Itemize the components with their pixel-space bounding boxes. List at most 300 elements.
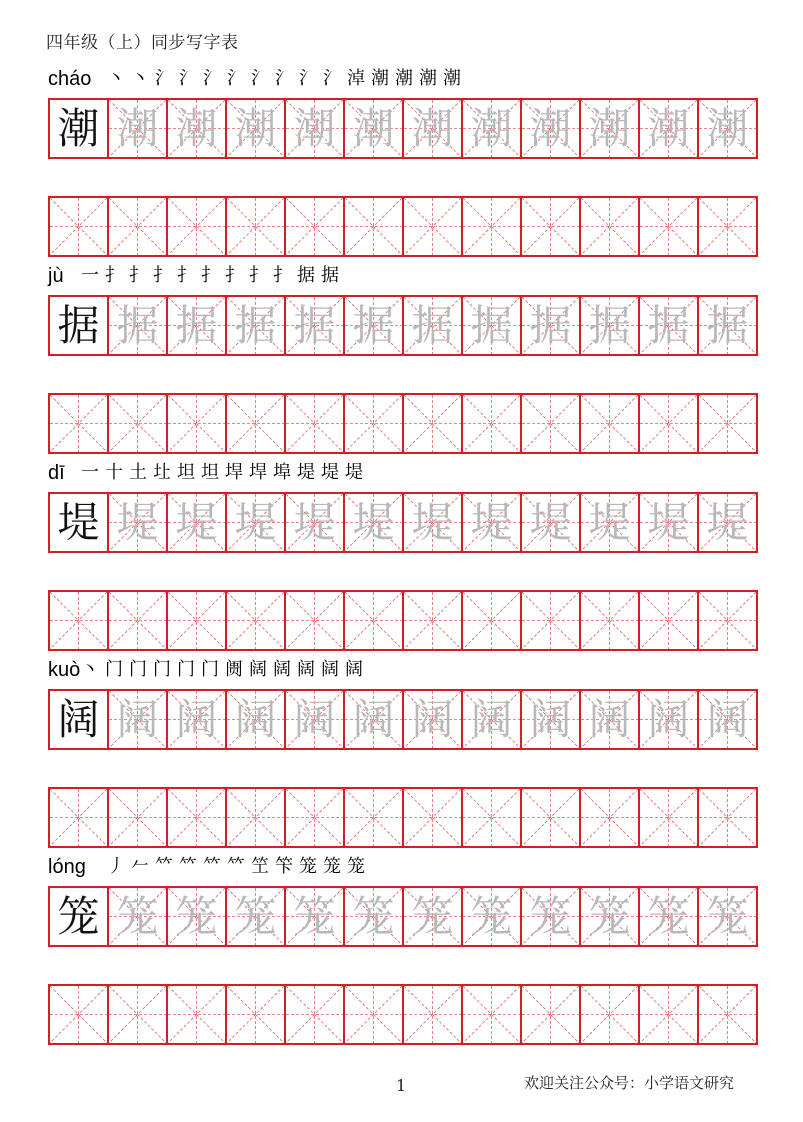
practice-cell[interactable] xyxy=(345,590,404,651)
practice-cell[interactable] xyxy=(581,590,640,651)
stroke-step: 据 xyxy=(297,265,315,286)
practice-cell[interactable] xyxy=(109,393,168,454)
trace-character: 阔 xyxy=(411,694,454,744)
stroke-step: 门 xyxy=(153,659,171,680)
stroke-step: 垾 xyxy=(249,462,267,483)
trace-character-cell[interactable] xyxy=(168,98,227,159)
cell-guide-lines xyxy=(463,592,520,649)
trace-character-cell[interactable] xyxy=(109,492,168,553)
practice-cell[interactable] xyxy=(286,984,345,1045)
practice-cell[interactable] xyxy=(227,393,286,454)
trace-character: 堤 xyxy=(706,497,749,547)
practice-cell[interactable] xyxy=(227,787,286,848)
practice-cell[interactable] xyxy=(699,393,758,454)
trace-character: 潮 xyxy=(175,103,218,153)
stroke-step: 氵 xyxy=(179,68,197,89)
practice-cell[interactable] xyxy=(640,196,699,257)
trace-character: 堤 xyxy=(116,497,159,547)
trace-character-cell[interactable] xyxy=(345,886,404,947)
practice-cell[interactable] xyxy=(286,590,345,651)
trace-character: 阔 xyxy=(352,694,395,744)
cell-guide-lines xyxy=(699,198,756,255)
character-entry xyxy=(0,657,803,847)
trace-character: 据 xyxy=(234,300,277,350)
trace-character: 堤 xyxy=(293,497,336,547)
trace-character: 潮 xyxy=(116,103,159,153)
practice-cell[interactable] xyxy=(699,984,758,1045)
trace-character-cell[interactable] xyxy=(581,886,640,947)
cell-guide-lines xyxy=(50,395,107,452)
model-character-cell xyxy=(50,886,109,947)
stroke-step: 阔 xyxy=(273,659,291,680)
cell-guide-lines xyxy=(581,198,638,255)
trace-character: 堤 xyxy=(470,497,513,547)
trace-character-cell[interactable] xyxy=(345,492,404,553)
cell-guide-lines xyxy=(109,198,166,255)
practice-cell[interactable] xyxy=(168,984,227,1045)
stroke-step: 扌 xyxy=(249,265,267,286)
trace-character-cell[interactable] xyxy=(109,886,168,947)
trace-character-cell[interactable] xyxy=(168,492,227,553)
trace-character-cell[interactable] xyxy=(640,886,699,947)
cell-guide-lines xyxy=(286,198,343,255)
trace-character: 据 xyxy=(116,300,159,350)
practice-row xyxy=(48,590,758,651)
trace-character-cell[interactable] xyxy=(699,492,758,553)
practice-cell[interactable] xyxy=(286,393,345,454)
practice-row xyxy=(48,196,758,257)
trace-character-cell[interactable] xyxy=(640,295,699,356)
practice-cell[interactable] xyxy=(50,393,109,454)
cell-guide-lines xyxy=(345,986,402,1043)
cell-guide-lines xyxy=(345,395,402,452)
stroke-step: 阔 xyxy=(321,659,339,680)
pinyin-label: jù xyxy=(48,265,64,287)
cell-guide-lines xyxy=(522,395,579,452)
trace-character: 潮 xyxy=(411,103,454,153)
stroke-step: 氵 xyxy=(227,68,245,89)
cell-guide-lines xyxy=(168,198,225,255)
practice-cell[interactable] xyxy=(50,787,109,848)
practice-row xyxy=(48,787,758,848)
practice-cell[interactable] xyxy=(50,590,109,651)
cell-guide-lines xyxy=(50,986,107,1043)
stroke-step: 笼 xyxy=(299,856,317,877)
practice-cell[interactable] xyxy=(168,196,227,257)
trace-character: 笼 xyxy=(116,891,159,941)
stroke-step: 氵 xyxy=(251,68,269,89)
cell-guide-lines xyxy=(640,789,697,846)
trace-character: 潮 xyxy=(529,103,572,153)
practice-cell[interactable] xyxy=(522,393,581,454)
trace-character-cell[interactable] xyxy=(699,689,758,750)
trace-character: 据 xyxy=(529,300,572,350)
model-character-cell xyxy=(50,689,109,750)
trace-character-cell[interactable] xyxy=(227,689,286,750)
practice-cell[interactable] xyxy=(227,984,286,1045)
page-number: 1 xyxy=(396,1076,407,1095)
practice-cell[interactable] xyxy=(345,787,404,848)
trace-character-cell[interactable] xyxy=(404,295,463,356)
trace-character-cell[interactable] xyxy=(581,98,640,159)
cell-guide-lines xyxy=(109,592,166,649)
trace-character: 堤 xyxy=(588,497,631,547)
cell-guide-lines xyxy=(286,395,343,452)
trace-character-cell[interactable] xyxy=(168,689,227,750)
trace-character-cell[interactable] xyxy=(404,98,463,159)
trace-character: 潮 xyxy=(293,103,336,153)
cell-guide-lines xyxy=(463,395,520,452)
model-character: 阔 xyxy=(57,694,100,744)
trace-character: 据 xyxy=(706,300,749,350)
stroke-step: 一 xyxy=(81,265,99,286)
trace-character: 潮 xyxy=(647,103,690,153)
cell-guide-lines xyxy=(168,592,225,649)
model-character: 潮 xyxy=(57,103,100,153)
stroke-step: 𥫗 xyxy=(155,856,173,877)
trace-character-cell[interactable] xyxy=(286,295,345,356)
stroke-step: 扌 xyxy=(225,265,243,286)
cell-guide-lines xyxy=(581,986,638,1043)
trace-character: 据 xyxy=(470,300,513,350)
model-character: 笼 xyxy=(57,891,100,941)
cell-guide-lines xyxy=(463,789,520,846)
stroke-step: 笼 xyxy=(323,856,341,877)
trace-character: 潮 xyxy=(588,103,631,153)
trace-character: 潮 xyxy=(470,103,513,153)
trace-character-cell[interactable] xyxy=(463,492,522,553)
trace-character: 堤 xyxy=(411,497,454,547)
trace-character-cell[interactable] xyxy=(286,98,345,159)
stroke-step: 笁 xyxy=(251,856,269,877)
stroke-order-sequence xyxy=(104,854,368,880)
stroke-step: 氵 xyxy=(203,68,221,89)
cell-guide-lines xyxy=(463,198,520,255)
practice-cell[interactable] xyxy=(581,393,640,454)
stroke-step: 潮 xyxy=(443,68,461,89)
tracing-row xyxy=(48,492,758,553)
trace-character-cell[interactable] xyxy=(463,98,522,159)
practice-cell[interactable] xyxy=(404,196,463,257)
trace-character-cell[interactable] xyxy=(286,886,345,947)
trace-character-cell[interactable] xyxy=(286,492,345,553)
trace-character: 笼 xyxy=(234,891,277,941)
stroke-step: 淖 xyxy=(347,68,365,89)
trace-character-cell[interactable] xyxy=(640,98,699,159)
trace-character-cell[interactable] xyxy=(286,689,345,750)
cell-guide-lines xyxy=(50,198,107,255)
stroke-step: 坦 xyxy=(201,462,219,483)
trace-character-cell[interactable] xyxy=(168,886,227,947)
practice-cell[interactable] xyxy=(404,787,463,848)
stroke-step: 丿 xyxy=(107,856,125,877)
trace-character-cell[interactable] xyxy=(109,689,168,750)
stroke-step: 一 xyxy=(81,462,99,483)
trace-character: 阔 xyxy=(647,694,690,744)
trace-character: 据 xyxy=(352,300,395,350)
practice-cell[interactable] xyxy=(345,984,404,1045)
practice-cell[interactable] xyxy=(522,196,581,257)
stroke-step: 圵 xyxy=(153,462,171,483)
trace-character-cell[interactable] xyxy=(345,295,404,356)
stroke-step: 据 xyxy=(321,265,339,286)
cell-guide-lines xyxy=(109,395,166,452)
practice-cell[interactable] xyxy=(404,393,463,454)
trace-character: 阔 xyxy=(234,694,277,744)
cell-guide-lines xyxy=(345,592,402,649)
practice-cell[interactable] xyxy=(522,984,581,1045)
practice-cell[interactable] xyxy=(109,787,168,848)
practice-cell[interactable] xyxy=(640,393,699,454)
cell-guide-lines xyxy=(404,395,461,452)
stroke-step: 门 xyxy=(105,659,123,680)
model-character-cell xyxy=(50,295,109,356)
stroke-step: 扌 xyxy=(129,265,147,286)
practice-cell[interactable] xyxy=(699,196,758,257)
cell-guide-lines xyxy=(699,592,756,649)
cell-guide-lines xyxy=(345,789,402,846)
practice-cell[interactable] xyxy=(640,787,699,848)
trace-character: 据 xyxy=(175,300,218,350)
trace-character-cell[interactable] xyxy=(522,886,581,947)
practice-cell[interactable] xyxy=(463,787,522,848)
cell-guide-lines xyxy=(404,592,461,649)
trace-character: 据 xyxy=(411,300,454,350)
cell-guide-lines xyxy=(699,395,756,452)
cell-guide-lines xyxy=(227,592,284,649)
trace-character-cell[interactable] xyxy=(522,689,581,750)
stroke-step: 土 xyxy=(129,462,147,483)
trace-character: 阔 xyxy=(529,694,572,744)
pinyin-label: dī xyxy=(48,462,65,484)
practice-cell[interactable] xyxy=(640,984,699,1045)
cell-guide-lines xyxy=(640,395,697,452)
practice-cell[interactable] xyxy=(50,984,109,1045)
trace-character: 据 xyxy=(588,300,631,350)
practice-cell[interactable] xyxy=(522,590,581,651)
trace-character-cell[interactable] xyxy=(227,886,286,947)
stroke-step: 堤 xyxy=(345,462,363,483)
trace-character-cell[interactable] xyxy=(581,295,640,356)
practice-cell[interactable] xyxy=(640,590,699,651)
cell-guide-lines xyxy=(109,789,166,846)
practice-row xyxy=(48,984,758,1045)
practice-cell[interactable] xyxy=(581,196,640,257)
trace-character-cell[interactable] xyxy=(109,295,168,356)
stroke-step: 氵 xyxy=(155,68,173,89)
trace-character: 堤 xyxy=(234,497,277,547)
tracing-row xyxy=(48,689,758,750)
cell-guide-lines xyxy=(581,789,638,846)
practice-cell[interactable] xyxy=(463,196,522,257)
cell-guide-lines xyxy=(286,592,343,649)
footer-note: 欢迎关注公众号：小学语文研究 xyxy=(524,1074,735,1092)
trace-character-cell[interactable] xyxy=(109,98,168,159)
practice-cell[interactable] xyxy=(463,393,522,454)
practice-cell[interactable] xyxy=(345,196,404,257)
practice-cell[interactable] xyxy=(109,196,168,257)
stroke-step: 十 xyxy=(105,462,123,483)
stroke-order-sequence xyxy=(78,263,342,289)
trace-character: 阔 xyxy=(706,694,749,744)
trace-character-cell[interactable] xyxy=(581,689,640,750)
trace-character-cell[interactable] xyxy=(522,98,581,159)
model-character-cell xyxy=(50,492,109,553)
pinyin-label: lóng xyxy=(48,856,86,878)
cell-guide-lines xyxy=(522,986,579,1043)
cell-guide-lines xyxy=(286,986,343,1043)
trace-character-cell[interactable] xyxy=(168,295,227,356)
trace-character: 笼 xyxy=(352,891,395,941)
trace-character: 笼 xyxy=(175,891,218,941)
practice-cell[interactable] xyxy=(699,787,758,848)
stroke-step: 潮 xyxy=(371,68,389,89)
practice-cell[interactable] xyxy=(286,787,345,848)
stroke-step: 扌 xyxy=(105,265,123,286)
stroke-step: 垾 xyxy=(225,462,243,483)
cell-guide-lines xyxy=(522,198,579,255)
trace-character-cell[interactable] xyxy=(463,689,522,750)
trace-character: 笼 xyxy=(588,891,631,941)
character-entry xyxy=(0,854,803,1044)
cell-guide-lines xyxy=(227,986,284,1043)
model-character: 据 xyxy=(57,300,100,350)
trace-character-cell[interactable] xyxy=(581,492,640,553)
cell-guide-lines xyxy=(109,986,166,1043)
cell-guide-lines xyxy=(522,592,579,649)
stroke-order-sequence xyxy=(104,66,464,92)
cell-guide-lines xyxy=(168,789,225,846)
cell-guide-lines xyxy=(581,395,638,452)
trace-character: 堤 xyxy=(529,497,572,547)
trace-character-cell[interactable] xyxy=(463,295,522,356)
character-entry xyxy=(0,460,803,650)
trace-character: 笼 xyxy=(529,891,572,941)
stroke-step: 𥫗 xyxy=(227,856,245,877)
trace-character-cell[interactable] xyxy=(699,295,758,356)
trace-character: 笼 xyxy=(706,891,749,941)
stroke-step: 门 xyxy=(177,659,195,680)
stroke-step: 丶 xyxy=(81,659,99,680)
trace-character-cell[interactable] xyxy=(227,98,286,159)
trace-character: 堤 xyxy=(647,497,690,547)
model-character: 堤 xyxy=(57,497,100,547)
trace-character: 阔 xyxy=(293,694,336,744)
cell-guide-lines xyxy=(640,198,697,255)
stroke-step: 阔 xyxy=(345,659,363,680)
practice-cell[interactable] xyxy=(168,787,227,848)
trace-character: 堤 xyxy=(352,497,395,547)
practice-cell[interactable] xyxy=(109,984,168,1045)
trace-character-cell[interactable] xyxy=(227,295,286,356)
trace-character: 潮 xyxy=(234,103,277,153)
practice-cell[interactable] xyxy=(109,590,168,651)
practice-cell[interactable] xyxy=(227,196,286,257)
trace-character-cell[interactable] xyxy=(345,98,404,159)
trace-character: 据 xyxy=(293,300,336,350)
pinyin-label: cháo xyxy=(48,68,92,90)
trace-character-cell[interactable] xyxy=(522,295,581,356)
stroke-step: 扌 xyxy=(201,265,219,286)
trace-character-cell[interactable] xyxy=(404,492,463,553)
practice-cell[interactable] xyxy=(581,984,640,1045)
trace-character-cell[interactable] xyxy=(345,689,404,750)
stroke-step: 笼 xyxy=(347,856,365,877)
trace-character-cell[interactable] xyxy=(640,492,699,553)
cell-guide-lines xyxy=(463,986,520,1043)
stroke-step: 扌 xyxy=(273,265,291,286)
trace-character-cell[interactable] xyxy=(699,886,758,947)
stroke-step: 笇 xyxy=(275,856,293,877)
character-entry xyxy=(0,263,803,453)
stroke-order-sequence xyxy=(78,460,366,486)
trace-character: 潮 xyxy=(352,103,395,153)
practice-cell[interactable] xyxy=(463,590,522,651)
practice-cell[interactable] xyxy=(286,196,345,257)
tracing-row xyxy=(48,886,758,947)
trace-character: 堤 xyxy=(175,497,218,547)
stroke-step: 阔 xyxy=(297,659,315,680)
cell-guide-lines xyxy=(640,986,697,1043)
stroke-step: 坦 xyxy=(177,462,195,483)
practice-cell[interactable] xyxy=(168,590,227,651)
cell-guide-lines xyxy=(227,789,284,846)
cell-guide-lines xyxy=(640,592,697,649)
trace-character: 阔 xyxy=(470,694,513,744)
stroke-step: 门 xyxy=(201,659,219,680)
trace-character-cell[interactable] xyxy=(699,98,758,159)
cell-guide-lines xyxy=(50,592,107,649)
stroke-step: 潮 xyxy=(395,68,413,89)
practice-cell[interactable] xyxy=(345,393,404,454)
trace-character: 笼 xyxy=(647,891,690,941)
trace-character: 笼 xyxy=(293,891,336,941)
cell-guide-lines xyxy=(404,198,461,255)
trace-character-cell[interactable] xyxy=(227,492,286,553)
trace-character-cell[interactable] xyxy=(404,689,463,750)
cell-guide-lines xyxy=(286,789,343,846)
cell-guide-lines xyxy=(50,789,107,846)
trace-character: 阔 xyxy=(588,694,631,744)
model-character-cell xyxy=(50,98,109,159)
cell-guide-lines xyxy=(522,789,579,846)
trace-character-cell[interactable] xyxy=(522,492,581,553)
practice-cell[interactable] xyxy=(404,984,463,1045)
practice-cell[interactable] xyxy=(581,787,640,848)
cell-guide-lines xyxy=(699,789,756,846)
practice-cell[interactable] xyxy=(463,984,522,1045)
trace-character-cell[interactable] xyxy=(404,886,463,947)
practice-cell[interactable] xyxy=(522,787,581,848)
stroke-step: 堤 xyxy=(297,462,315,483)
cell-guide-lines xyxy=(581,592,638,649)
practice-cell[interactable] xyxy=(168,393,227,454)
stroke-step: 氵 xyxy=(299,68,317,89)
practice-cell[interactable] xyxy=(404,590,463,651)
cell-guide-lines xyxy=(227,395,284,452)
trace-character: 笼 xyxy=(470,891,513,941)
trace-character-cell[interactable] xyxy=(463,886,522,947)
practice-cell[interactable] xyxy=(50,196,109,257)
practice-cell[interactable] xyxy=(227,590,286,651)
practice-cell[interactable] xyxy=(699,590,758,651)
stroke-step: 丶 xyxy=(131,68,149,89)
trace-character-cell[interactable] xyxy=(640,689,699,750)
cell-guide-lines xyxy=(404,986,461,1043)
tracing-row xyxy=(48,295,758,356)
trace-character: 阔 xyxy=(116,694,159,744)
pinyin-label: kuò xyxy=(48,659,81,681)
